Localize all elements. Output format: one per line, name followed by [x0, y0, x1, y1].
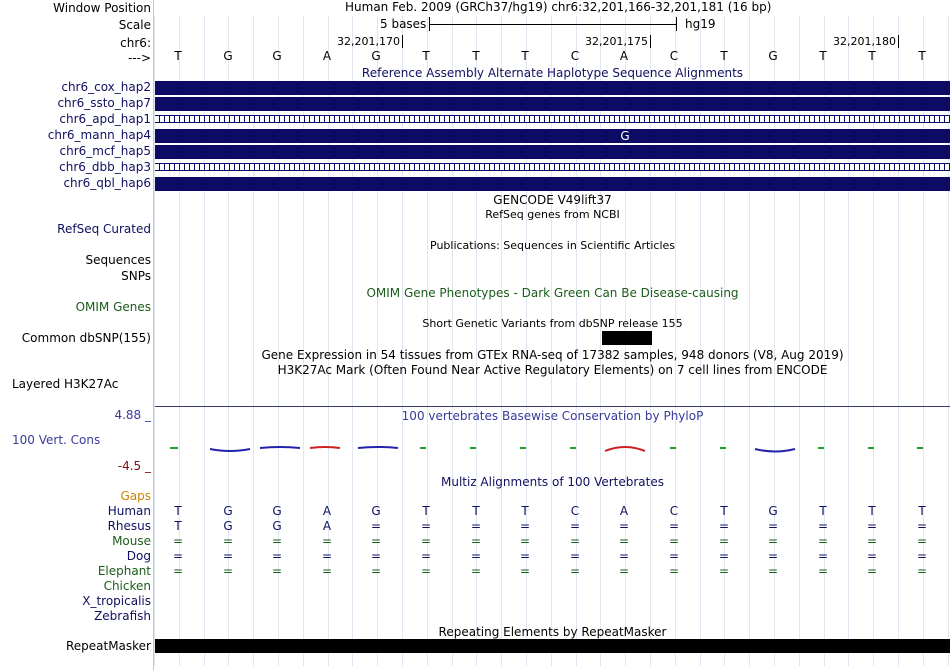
multiz-base: =: [519, 534, 531, 548]
multiz-base: =: [767, 519, 779, 533]
gridline: [898, 16, 899, 666]
multiz-base: =: [817, 549, 829, 563]
scale-db: hg19: [685, 17, 716, 31]
multiz-base: =: [668, 564, 680, 578]
gridline: [204, 16, 205, 666]
gridline: [253, 16, 254, 666]
multiz-base: =: [569, 519, 581, 533]
phylop-min-label: -4.5 _: [117, 459, 151, 473]
multiz-base: =: [718, 519, 730, 533]
multiz-base: T: [174, 519, 182, 533]
reference-base: A: [619, 49, 629, 63]
multiz-base: =: [172, 564, 184, 578]
reference-base: T: [819, 49, 827, 63]
hap-bar-qbl[interactable]: [155, 177, 950, 191]
h3k27ac-title: H3K27Ac Mark (Often Found Near Active Regulatory Elements) on 7 cell lines from ENCODE: [277, 363, 828, 377]
scale-text: 5 bases: [380, 17, 427, 31]
dbsnp-title: Short Genetic Variants from dbSNP release 155: [422, 317, 683, 330]
multiz-base: =: [618, 564, 630, 578]
reference-base: T: [521, 49, 529, 63]
multiz-base: =: [370, 519, 382, 533]
multiz-base: T: [868, 504, 876, 518]
species-label-chicken: Chicken: [103, 579, 151, 593]
reference-base: G: [223, 49, 233, 63]
multiz-base: =: [916, 519, 928, 533]
multiz-base: G: [223, 504, 233, 518]
strand-label: --->: [127, 51, 151, 65]
multiz-base: =: [718, 564, 730, 578]
multiz-base: A: [619, 504, 629, 518]
reference-base: C: [570, 49, 580, 63]
multiz-title: Multiz Alignments of 100 Vertebrates: [440, 475, 665, 489]
multiz-base: T: [521, 504, 529, 518]
multiz-base: =: [420, 549, 432, 563]
gridline: [501, 16, 502, 666]
window-position-label: Window Position: [53, 1, 151, 15]
multiz-base: T: [422, 504, 430, 518]
reference-base: T: [174, 49, 182, 63]
repeatmasker-title: Repeating Elements by RepeatMasker: [438, 625, 667, 639]
reference-base: T: [472, 49, 480, 63]
multiz-base: =: [767, 549, 779, 563]
multiz-base: =: [470, 564, 482, 578]
multiz-base: =: [866, 564, 878, 578]
multiz-base: =: [271, 534, 283, 548]
hap-label-dbb[interactable]: chr6_dbb_hap3: [59, 160, 151, 174]
dbsnp-label[interactable]: Common dbSNP(155): [21, 331, 151, 345]
omim-title: OMIM Gene Phenotypes - Dark Green Can Be Disease-causing: [366, 286, 739, 300]
multiz-base: T: [918, 504, 926, 518]
species-label-human: Human: [107, 504, 151, 518]
phylop-wiggle: [155, 440, 950, 460]
gridline: [749, 16, 750, 666]
hap-bar-mcf[interactable]: [155, 145, 950, 159]
hap-label-mcf[interactable]: chr6_mcf_hap5: [59, 144, 151, 158]
multiz-base: =: [321, 564, 333, 578]
multiz-base: =: [519, 564, 531, 578]
hap-bar-cox[interactable]: [155, 81, 950, 95]
phylop-max-label: 4.88 _: [114, 408, 151, 422]
multiz-base: =: [569, 549, 581, 563]
coord-tick-mark: [650, 35, 651, 48]
gridline: [402, 16, 403, 666]
hap-mismatch-base: G: [620, 129, 630, 143]
coord-tick-mark: [898, 35, 899, 48]
multiz-base: =: [767, 564, 779, 578]
species-label-zebrafish: Zebrafish: [94, 609, 151, 623]
multiz-base: T: [472, 504, 480, 518]
scale-label: Scale: [118, 18, 151, 32]
multiz-base: =: [271, 549, 283, 563]
multiz-base: C: [669, 504, 679, 518]
reference-base: T: [918, 49, 926, 63]
reference-base: C: [669, 49, 679, 63]
species-label-elephant: Elephant: [97, 564, 151, 578]
multiz-base: G: [272, 504, 282, 518]
hap-label-mann[interactable]: chr6_mann_hap4: [47, 128, 151, 142]
reference-base: T: [422, 49, 430, 63]
multiz-base: =: [519, 519, 531, 533]
multiz-base: =: [916, 549, 928, 563]
reference-base: T: [720, 49, 728, 63]
reference-base: G: [371, 49, 381, 63]
reference-base: A: [322, 49, 332, 63]
multiz-base: =: [470, 534, 482, 548]
scale-bar-right-tick: [676, 17, 677, 31]
coord-tick-mark: [402, 35, 403, 48]
multiz-base: =: [370, 549, 382, 563]
gridline: [600, 16, 601, 666]
phylop-label[interactable]: 100 Vert. Cons: [12, 433, 101, 447]
multiz-base: =: [271, 564, 283, 578]
multiz-base: =: [817, 519, 829, 533]
multiz-base: =: [420, 534, 432, 548]
omim-label[interactable]: OMIM Genes: [75, 300, 151, 314]
snps-label[interactable]: SNPs: [121, 269, 151, 283]
multiz-base: =: [916, 564, 928, 578]
gridline: [848, 16, 849, 666]
multiz-base: G: [223, 519, 233, 533]
genome-browser-track-image[interactable]: [155, 0, 950, 670]
multiz-base: G: [768, 504, 778, 518]
multiz-base: C: [570, 504, 580, 518]
dbsnp-variant-block[interactable]: [602, 331, 652, 345]
hap-label-ssto[interactable]: chr6_ssto_hap7: [57, 96, 151, 110]
hap-bar-ssto[interactable]: [155, 97, 950, 111]
gridline: [551, 16, 552, 666]
multiz-base: =: [370, 534, 382, 548]
multiz-base: =: [321, 534, 333, 548]
phylop-title: 100 vertebrates Basewise Conservation by PhyloP: [401, 409, 704, 423]
phylop-top-line: [155, 406, 950, 407]
hap-bar-dbb[interactable]: [155, 163, 950, 171]
gridline: [452, 16, 453, 666]
multiz-base: =: [172, 534, 184, 548]
multiz-base: =: [618, 534, 630, 548]
multiz-base: =: [420, 564, 432, 578]
species-label-dog: Dog: [126, 549, 151, 563]
species-label-xtropicalis: X_tropicalis: [82, 594, 151, 608]
hap-bar-mann[interactable]: [155, 129, 950, 143]
multiz-base: =: [222, 549, 234, 563]
multiz-base: =: [470, 549, 482, 563]
refseq-label[interactable]: RefSeq Curated: [57, 222, 151, 236]
alt-haplotypes-title: Reference Assembly Alternate Haplotype Sequence Alignments: [361, 66, 744, 80]
multiz-base: =: [866, 549, 878, 563]
sequences-label[interactable]: Sequences: [85, 253, 151, 267]
publications-title: Publications: Sequences in Scientific Articles: [430, 239, 675, 252]
multiz-base: =: [668, 519, 680, 533]
coord-tick-label: 32,201,175: [585, 35, 648, 48]
multiz-base: T: [819, 504, 827, 518]
multiz-base: =: [370, 564, 382, 578]
refseq-subtitle: RefSeq genes from NCBI: [485, 208, 620, 221]
repeatmasker-bar[interactable]: [155, 639, 950, 653]
multiz-base: A: [322, 519, 332, 533]
multiz-base: T: [720, 504, 728, 518]
hap-label-cox[interactable]: chr6_cox_hap2: [61, 80, 151, 94]
multiz-base: =: [718, 534, 730, 548]
gridline: [352, 16, 353, 666]
multiz-base: A: [322, 504, 332, 518]
multiz-base: =: [866, 519, 878, 533]
multiz-base: =: [420, 519, 432, 533]
hap-bar-apd[interactable]: [155, 115, 950, 123]
gridline: [948, 16, 949, 666]
multiz-base: =: [817, 564, 829, 578]
repeatmasker-label[interactable]: RepeatMasker: [65, 639, 151, 653]
scale-bar-left-tick: [429, 17, 430, 31]
multiz-base: =: [519, 549, 531, 563]
multiz-base: =: [569, 564, 581, 578]
gridline: [799, 16, 800, 666]
gaps-label: Gaps: [120, 489, 151, 503]
multiz-base: =: [172, 549, 184, 563]
multiz-base: =: [668, 534, 680, 548]
multiz-base: =: [817, 534, 829, 548]
multiz-base: G: [272, 519, 282, 533]
gridline: [154, 16, 155, 666]
multiz-base: =: [718, 549, 730, 563]
multiz-base: T: [174, 504, 182, 518]
track-labels-column: [0, 0, 153, 670]
gridline: [303, 16, 304, 666]
h3k27ac-label[interactable]: Layered H3K27Ac: [12, 377, 119, 391]
coord-tick-label: 32,201,170: [337, 35, 400, 48]
multiz-base: G: [371, 504, 381, 518]
window-position-value: Human Feb. 2009 (GRCh37/hg19) chr6:32,201,166-32,201,181 (16 bp): [345, 0, 772, 14]
multiz-base: =: [618, 549, 630, 563]
reference-base: T: [868, 49, 876, 63]
species-label-mouse: Mouse: [112, 534, 151, 548]
species-label-rhesus: Rhesus: [107, 519, 151, 533]
multiz-base: =: [618, 519, 630, 533]
multiz-base: =: [222, 534, 234, 548]
multiz-base: =: [767, 534, 779, 548]
hap-label-qbl[interactable]: chr6_qbl_hap6: [63, 176, 151, 190]
multiz-base: =: [866, 534, 878, 548]
reference-base: G: [768, 49, 778, 63]
reference-base: G: [272, 49, 282, 63]
multiz-base: =: [222, 564, 234, 578]
gencode-title: GENCODE V49lift37: [493, 193, 612, 207]
coord-tick-label: 32,201,180: [833, 35, 896, 48]
multiz-base: =: [668, 549, 680, 563]
gtex-title: Gene Expression in 54 tissues from GTEx RNA-seq of 17382 samples, 948 donors (V8, Aug 2019): [261, 348, 844, 362]
gridline: [700, 16, 701, 666]
chrom-label: chr6:: [120, 36, 151, 50]
multiz-base: =: [569, 534, 581, 548]
multiz-base: =: [321, 549, 333, 563]
hap-label-apd[interactable]: chr6_apd_hap1: [59, 112, 151, 126]
multiz-base: =: [916, 534, 928, 548]
multiz-base: =: [470, 519, 482, 533]
scale-bar: [429, 24, 677, 25]
